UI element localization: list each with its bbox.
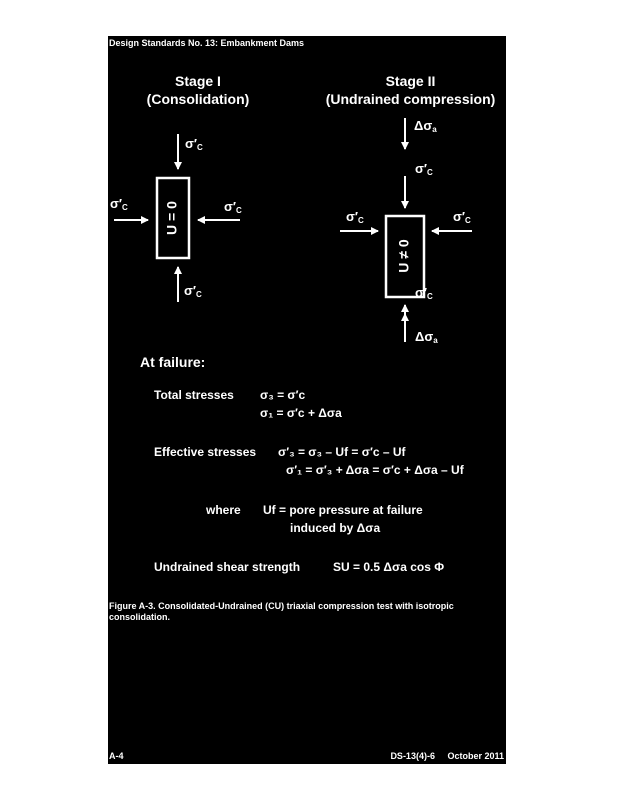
document-header: Design Standards No. 13: Embankment Dams: [109, 38, 305, 48]
effective-stresses-label: Effective stresses: [154, 445, 257, 459]
document-page: [108, 36, 506, 764]
where-text-line1: Uf = pore pressure at failure: [263, 503, 423, 517]
stage1-title-line1: Stage I: [175, 73, 221, 89]
footer-date: October 2011: [447, 751, 504, 761]
stage2-top-delta: $\Delta\sigma_a$: [414, 118, 437, 134]
undrained-shear-label: Undrained shear strength: [154, 560, 301, 574]
where-label: where: [206, 503, 241, 517]
stage2-bottom-delta: $\Delta\sigma_a$: [415, 329, 438, 345]
total-stresses-eq2: σ₁ = σ′c + Δσa: [260, 406, 342, 420]
stage1-bottom-sigma: $\sigma'_C$: [184, 283, 202, 299]
effective-stresses-eq2: σ′₁ = σ′₃ + Δσa = σ′c + Δσa – Uf: [286, 463, 464, 477]
stage2-lower-arrow-layer: [108, 36, 506, 366]
effective-stresses-eq1: σ′₃ = σ₃ – Uf = σ′c – Uf: [278, 445, 406, 459]
stage2-top-sigma: $\sigma'_C$: [415, 161, 433, 177]
stage1-box-label: U = 0: [163, 201, 180, 235]
stage2-title-line2: (Undrained compression): [325, 91, 496, 107]
total-stresses-eq1: σ₃ = σ′c: [260, 388, 306, 402]
footer-page-number: A-4: [109, 751, 124, 761]
footer-doc-id: DS-13(4)-6: [390, 751, 435, 761]
failure-heading: At failure:: [140, 354, 206, 370]
stage2-box-label: U ≠ 0: [395, 239, 412, 273]
stage1-left-sigma: $\sigma'_C$: [110, 196, 128, 212]
stage1-right-sigma: $\sigma'_C$: [224, 199, 242, 215]
footer-doc-info: [390, 751, 504, 761]
undrained-shear-eq: SU = 0.5 Δσa cos Φ: [333, 560, 445, 574]
figure-caption: Figure A-3. Consolidated-Undrained (CU) triaxial compression test with isotropic consolidation.: [109, 601, 454, 622]
total-stresses-label: Total stresses: [154, 388, 234, 402]
stage1-top-sigma: $\sigma'_C$: [185, 136, 203, 152]
stage2-title-line1: Stage II: [385, 73, 436, 89]
stage1-title-line2: (Consolidation): [146, 91, 250, 107]
stage2-left-sigma: $\sigma'_C$: [346, 209, 364, 225]
stage2-right-sigma: $\sigma'_C$: [453, 209, 471, 225]
stage2-bottom-sigma: $\sigma'_C$: [415, 285, 433, 301]
where-text-line2: induced by Δσa: [290, 521, 381, 535]
